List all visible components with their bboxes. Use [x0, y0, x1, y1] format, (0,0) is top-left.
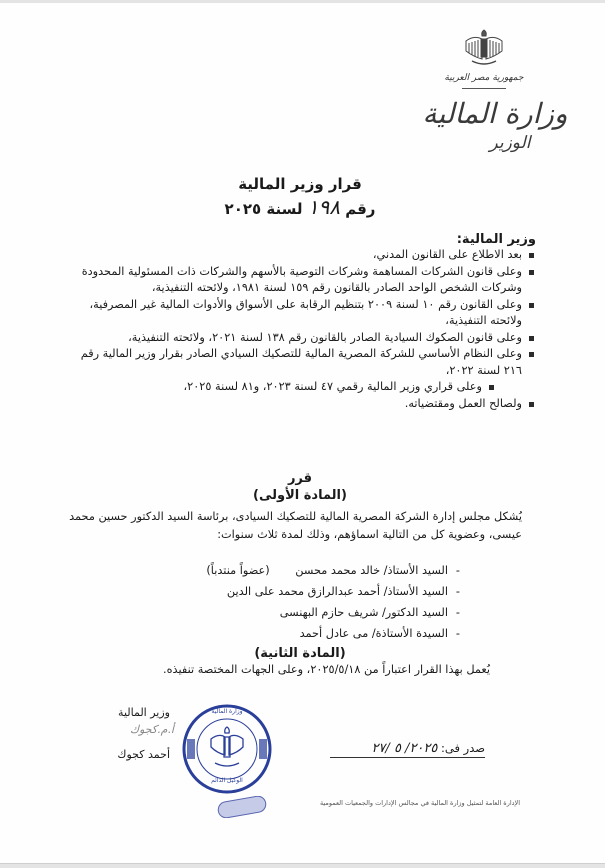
addressee: وزير المالية:: [456, 232, 536, 247]
eagle-emblem-icon: [462, 27, 506, 67]
office-label: الوزير: [489, 133, 531, 153]
member-name: السيد الأستاذ/ أحمد عبدالرازق محمد على الدين: [226, 585, 448, 598]
member-item: [120, 623, 460, 644]
list-item: ولصالح العمل ومقتضياته.: [62, 396, 536, 413]
list-item: وعلى قراري وزير المالية رقمي ٤٧ لسنة ٢٠٢٣، و٨١ لسنة ٢٠٢٥،: [62, 379, 496, 396]
list-item: وعلى القانون رقم ١٠ لسنة ٢٠٠٩ بتنظيم الرقابة على الأسواق والأدوات المالية غير المصرفية، ولائحته التنفيذية،: [62, 297, 536, 330]
issued-label: صدر فى:: [441, 741, 485, 755]
list-item: وعلى النظام الأساسي للشركة المصرية المالية للتصكيك السيادي الصادر بقرار وزير المالية رقم ٢١٦ لسنة ٢٠٢٢،: [62, 346, 536, 379]
stamp-mark-icon: [216, 796, 268, 818]
decided-heading: قرر: [287, 471, 313, 486]
list-item: وعلى قانون الصكوك السيادية الصادر بالقانون رقم ١٣٨ لسنة ٢٠٢١، ولائحته التنفيذية،: [62, 330, 536, 347]
issued-date: [330, 741, 485, 758]
members-list: [120, 560, 460, 644]
article-2-text: يُعمل بهذا القرار اعتباراً من ٢٠٢٥/٥/١٨، وعلى الجهات المختصة تنفيذه.: [163, 663, 490, 676]
seal-bottom-text: الوكيل الدائم: [211, 777, 243, 784]
list-item: وعلى قانون الشركات المساهمة وشركات التوصية بالأسهم والشركات ذات المسئولية المحدودة وشركات الشخص الواحد الصادر بالقانون رقم ١٥٩ لسنة ١٩٨١، ولائحته التنفيذية،: [62, 264, 536, 297]
divider: [462, 88, 506, 89]
document-page: [0, 3, 605, 864]
member-item: [120, 602, 460, 623]
article-2-heading: (المادة الثانية): [254, 646, 346, 661]
footer-note: الإدارة العامة لتمثيل وزارة المالية في مجالس الإدارات والجمعيات العمومية: [319, 799, 521, 807]
article-1-heading: (المادة الأولى): [253, 488, 347, 503]
member-item: [120, 560, 460, 581]
handwritten-signature: أ.م.كجوك: [130, 723, 174, 736]
signatory-title: وزير المالية: [118, 706, 170, 719]
decree-year: لسنة ٢٠٢٥: [224, 200, 303, 218]
preamble-list: [62, 247, 536, 412]
member-item: [120, 581, 460, 602]
decree-title: قرار وزير المالية: [238, 175, 362, 193]
member-name: السيد الأستاذ/ خالد محمد محسن: [295, 564, 448, 577]
number-prefix: رقم: [345, 200, 376, 218]
ministry-name: وزارة المالية: [422, 97, 568, 130]
seal-top-text: وزارة المالية: [211, 708, 243, 715]
issued-date-value: ٢٠٢٥/ ٥ /٢٧: [371, 741, 438, 756]
member-role: (عضواً منتدباً): [206, 564, 270, 577]
republic-label: جمهورية مصر العربية: [444, 73, 524, 83]
member-name: السيدة الأستاذة/ مى عادل أحمد: [299, 627, 448, 640]
list-item: بعد الاطلاع على القانون المدني،: [62, 247, 536, 264]
member-name: السيد الدكتور/ شريف حازم البهنسى: [279, 606, 448, 619]
article-1-text: يُشكل مجلس إدارة الشركة المصرية المالية للتصكيك السيادى، برئاسة السيد الدكتور حسين محمد عيسى، وعضوية كل من التالية اسماؤهم، وذلك لمدة ثلاث سنوات:: [69, 510, 522, 541]
number-handwritten: ١٩٨: [307, 195, 340, 219]
decree-number: [200, 195, 400, 219]
signatory-name: أحمد كجوك: [117, 748, 170, 761]
